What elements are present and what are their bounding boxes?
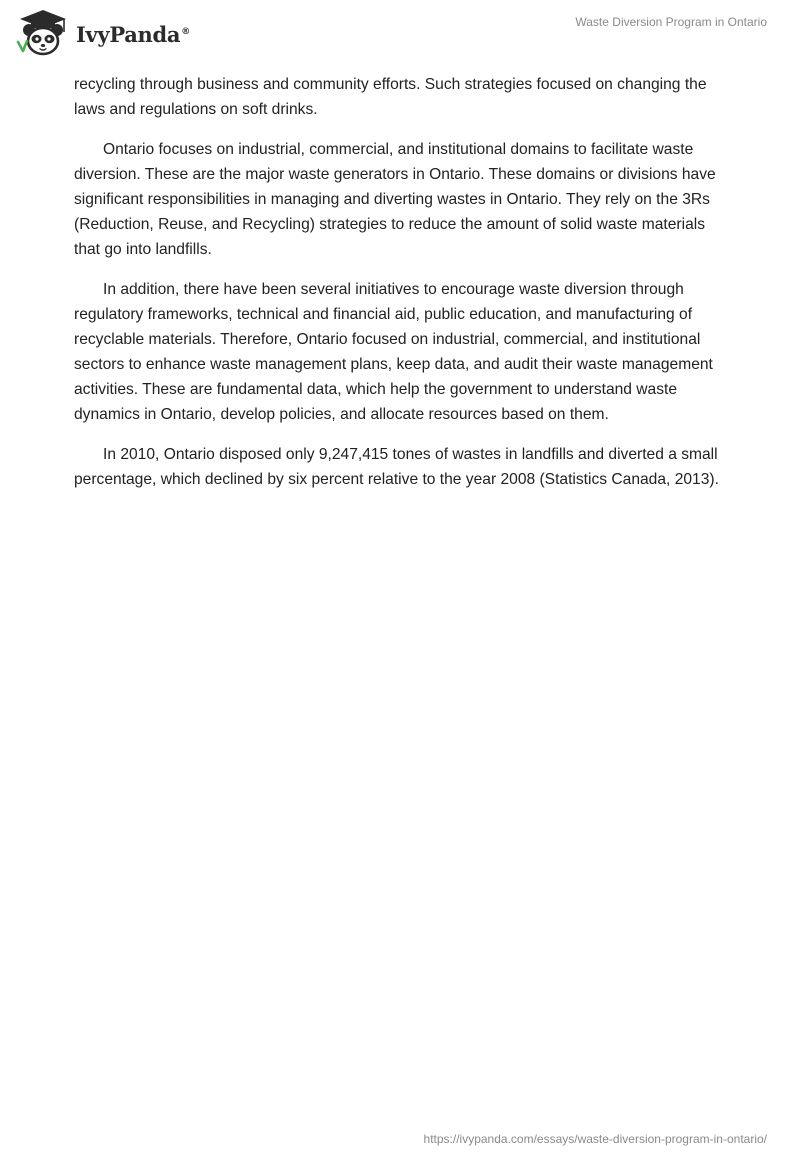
source-url-link[interactable]: https://ivypanda.com/essays/waste-diversion-program-in-ontario/ — [423, 1132, 767, 1146]
essay-body — [74, 72, 728, 507]
paragraph-2: Ontario focuses on industrial, commercial, and institutional domains to facilitate waste diversion. These are the major waste generators in Ontario. These domains or divisions have significant responsibilities in managing and diverting wastes in Ontario. They rely on the 3Rs (Reduction, Reuse, and Recycling) strategies to reduce the amount of solid waste materials that go into landfills. — [74, 141, 716, 258]
registered-mark: ® — [181, 26, 190, 37]
paragraph-1: recycling through business and community efforts. Such strategies focused on changing the laws and regulations on soft drinks. — [74, 76, 707, 118]
brand-name: IvyPanda® — [76, 21, 190, 47]
panda-graduate-icon — [14, 8, 72, 58]
document-title: Waste Diversion Program in Ontario — [575, 15, 767, 29]
page-header — [0, 0, 800, 70]
brand-logo[interactable] — [14, 8, 190, 58]
paragraph-4: In 2010, Ontario disposed only 9,247,415 tones of wastes in landfills and diverted a small percentage, which declined by six percent relative to the year 2008 (Statistics Canada, 2013). — [74, 446, 719, 488]
paragraph-3: In addition, there have been several initiatives to encourage waste diversion through regulatory frameworks, technical and financial aid, public education, and manufacturing of recyclable materials. Therefore, Ontario focused on industrial, commercial, and institutional sectors to enhance waste management plans, keep data, and audit their waste management activities. These are fundamental data, which help the government to understand waste dynamics in Ontario, develop policies, and allocate resources based on them. — [74, 281, 713, 423]
